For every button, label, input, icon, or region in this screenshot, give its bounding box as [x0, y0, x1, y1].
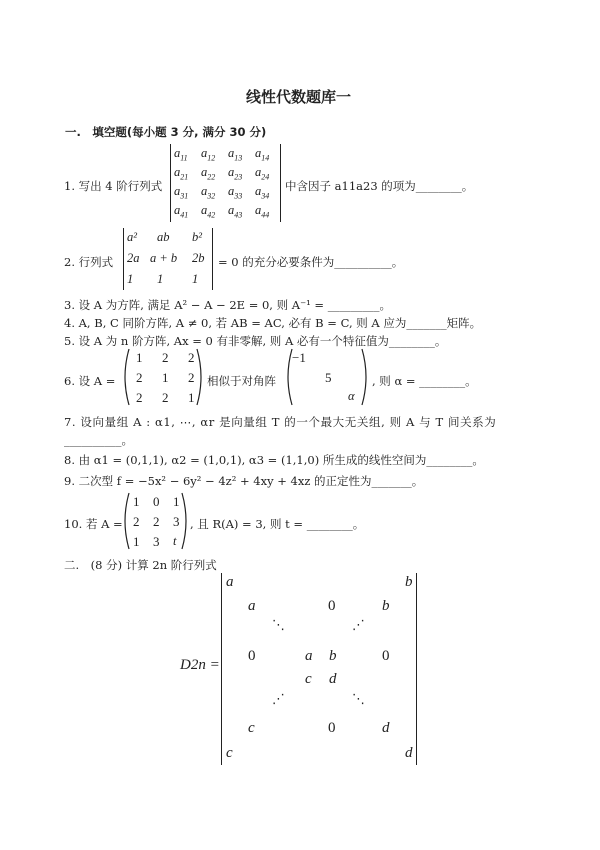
q2-left-bar: [123, 228, 124, 290]
q1-grid-cell-0-1: $a_{12}$: [201, 146, 216, 163]
q9: 9. 二次型 f = −5x² − 6y² − 4z² + 4xy + 4xz 的正定性为_______。: [64, 474, 424, 488]
q2-grid-cell-0-0: a²: [127, 230, 137, 244]
q1-grid-cell-3-1: $a_{42}$: [201, 203, 216, 220]
q1-grid-cell-1-1: $a_{22}$: [201, 165, 216, 182]
d2n-ddots-lower-right: ⋱: [352, 692, 365, 707]
q1-grid-cell-3-3: $a_{44}$: [255, 203, 270, 220]
q7-line1: 7. 设向量组 A : α1, ⋯, αr 是向量组 T 的一个最大无关组, 则 A 与 T 间关系为: [64, 415, 497, 429]
q2-grid-cell-2-1: 1: [157, 272, 164, 286]
q1-grid-cell-2-1: $a_{32}$: [201, 184, 216, 201]
d2n-b-top: b: [405, 574, 413, 590]
q10-grid-cell-0-2: 1: [173, 494, 180, 509]
q2-grid-cell-0-1: ab: [157, 230, 170, 244]
d2n-right-bar: [416, 573, 417, 765]
q1-left-bar: [170, 144, 171, 222]
d2n-c-bottom: c: [226, 745, 233, 761]
page-title: 线性代数题库一: [246, 88, 352, 106]
q10-grid-cell-1-2: 3: [173, 514, 180, 529]
q6-suffix: , 则 α = ________。: [372, 374, 477, 388]
d2n-d-mid: d: [329, 671, 337, 687]
q1-grid-cell-2-2: $a_{33}$: [228, 184, 243, 201]
d2n-a-mid: a: [305, 648, 313, 664]
q2-grid-cell-2-0: 1: [127, 272, 134, 286]
q1-prefix: 1. 写出 4 阶行列式: [64, 179, 163, 193]
q6-grid-cell-2-0: 2: [136, 390, 143, 405]
q1-grid-cell-0-3: $a_{14}$: [255, 146, 270, 163]
d2n-b-second: b: [382, 598, 390, 614]
q1-suffix: 中含因子 a11a23 的项为________。: [285, 179, 474, 193]
q2-prefix: 2. 行列式: [64, 255, 114, 269]
d2n-label: D2n =: [180, 657, 220, 673]
q6-grid-cell-2-1: 2: [162, 390, 169, 405]
section-2-heading: 二. (8 分) 计算 2n 阶行列式: [64, 558, 217, 572]
q6-grid-cell-1-2: 2: [188, 370, 195, 385]
d2n-zero-bottom: 0: [328, 720, 336, 736]
q10-grid-cell-2-2: t: [173, 534, 177, 548]
q6-diag-1: −1: [292, 350, 306, 365]
q1-grid-cell-1-3: $a_{24}$: [255, 165, 270, 182]
q6-grid-cell-2-2: 1: [188, 390, 195, 405]
q6-right-paren: [196, 348, 206, 406]
q2-grid-cell-2-2: 1: [192, 272, 199, 286]
q1-grid-cell-1-0: $a_{21}$: [174, 165, 189, 182]
q4: 4. A, B, C 同阶方阵, A ≠ 0, 若 AB = AC, 必有 B = C, 则 A 应为_______矩阵。: [64, 316, 482, 330]
q10-left-paren: [120, 492, 130, 550]
q10-grid-cell-2-1: 3: [153, 534, 160, 549]
q1-grid-cell-1-2: $a_{23}$: [228, 165, 243, 182]
q10-prefix: 10. 若 A =: [64, 517, 123, 531]
q8: 8. 由 α1 = (0,1,1), α2 = (1,0,1), α3 = (1,1,0) 所生成的线性空间为________。: [64, 453, 484, 467]
q1-grid-cell-3-0: $a_{41}$: [174, 203, 189, 220]
q6-grid-cell-1-0: 2: [136, 370, 143, 385]
d2n-ddots-upper-left: ⋱: [272, 618, 285, 633]
d2n-zero-left: 0: [248, 648, 256, 664]
q1-grid-cell-3-2: $a_{43}$: [228, 203, 243, 220]
d2n-d-bottom: d: [405, 745, 413, 761]
q10-suffix: , 且 R(A) = 3, 则 t = ________。: [190, 517, 365, 531]
q1-grid-cell-0-0: $a_{11}$: [174, 146, 188, 163]
d2n-udots-lower-left: ⋰: [272, 692, 285, 707]
q1-grid-cell-2-0: $a_{31}$: [174, 184, 189, 201]
q3: 3. 设 A 为方阵, 满足 A² − A − 2E = 0, 则 A⁻¹ = _________。: [64, 298, 391, 312]
q2-grid-cell-1-1: a + b: [150, 251, 178, 265]
q2-suffix: = 0 的充分必要条件为__________。: [218, 255, 404, 269]
q6-diag-right-paren: [361, 348, 371, 406]
section-1-heading: 一. 填空题(每小题 3 分, 满分 30 分): [65, 125, 267, 139]
d2n-c-low: c: [248, 720, 255, 736]
q6-grid-cell-0-2: 2: [188, 350, 195, 365]
q6-prefix: 6. 设 A =: [64, 374, 116, 388]
q6-grid-cell-1-1: 1: [162, 370, 169, 385]
d2n-a-second: a: [248, 598, 256, 614]
q10-grid-cell-0-0: 1: [133, 494, 140, 509]
q6-middle: 相似于对角阵: [207, 374, 276, 388]
d2n-left-bar: [221, 573, 222, 765]
q1-right-bar: [280, 144, 281, 222]
q1-grid-cell-0-2: $a_{13}$: [228, 146, 243, 163]
q6-diag-3: α: [348, 389, 355, 403]
q2-grid-cell-0-2: b²: [192, 230, 202, 244]
d2n-d-low: d: [382, 720, 390, 736]
q5: 5. 设 A 为 n 阶方阵, Ax = 0 有非零解, 则 A 必有一个特征值为________。: [64, 334, 447, 348]
q2-grid-cell-1-2: 2b: [192, 251, 205, 265]
q6-diag-2: 5: [325, 370, 332, 385]
q10-grid-cell-1-0: 2: [133, 514, 140, 529]
q2-grid-cell-1-0: 2a: [127, 251, 140, 265]
q1-grid-cell-2-3: $a_{34}$: [255, 184, 270, 201]
q2-right-bar: [212, 228, 213, 290]
d2n-udots-upper-right: ⋰: [352, 618, 365, 633]
q10-grid-cell-2-0: 1: [133, 534, 140, 549]
d2n-c-mid: c: [305, 671, 312, 687]
d2n-b-mid: b: [329, 648, 337, 664]
d2n-zero-top: 0: [328, 598, 336, 614]
d2n-a-top: a: [226, 574, 234, 590]
q6-grid-cell-0-1: 2: [162, 350, 169, 365]
q6-left-paren: [120, 348, 130, 406]
q10-grid-cell-0-1: 0: [153, 494, 160, 509]
d2n-zero-right: 0: [382, 648, 390, 664]
q6-grid-cell-0-0: 1: [136, 350, 143, 365]
q7-line2: __________。: [64, 433, 133, 447]
q10-grid-cell-1-1: 2: [153, 514, 160, 529]
